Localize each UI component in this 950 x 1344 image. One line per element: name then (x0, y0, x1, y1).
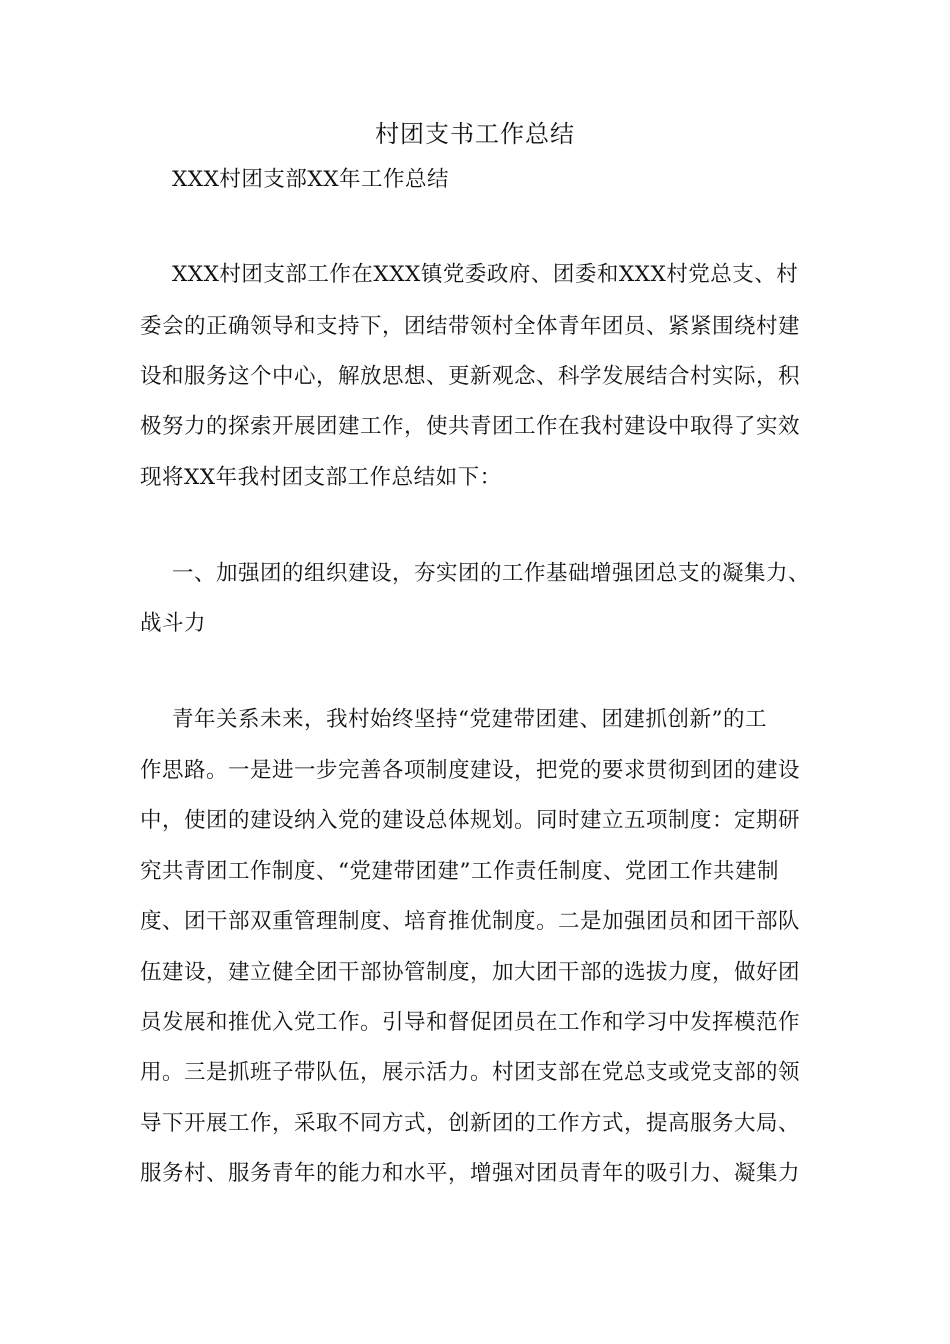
paragraph-line: 现将XX年我村团支部工作总结如下： (140, 465, 502, 490)
paragraph-line: 中，使团的建设纳入党的建设总体规划。同时建立五项制度：定期研 (140, 808, 801, 833)
paragraph-line: 导下开展工作，采取不同方式，创新团的工作方式，提高服务大局、 (140, 1111, 801, 1136)
document-title: 村团支书工作总结 (375, 120, 575, 148)
paragraph-line: 设和服务这个中心，解放思想、更新观念、科学发展结合村实际，积 (140, 364, 801, 389)
paragraph-line: 极努力的探索开展团建工作，使共青团工作在我村建设中取得了实效 (140, 414, 801, 439)
paragraph-line: 青年关系未来，我村始终坚持“党建带团建、团建抓创新”的工 (172, 707, 767, 732)
heading-line: 战斗力 (140, 611, 207, 636)
paragraph-line: 作思路。一是进一步完善各项制度建设，把党的要求贯彻到团的建设 (140, 758, 801, 783)
paragraph-line: 究共青团工作制度、“党建带团建”工作责任制度、党团工作共建制 (140, 859, 779, 884)
paragraph-line: 员发展和推优入党工作。引导和督促团员在工作和学习中发挥模范作 (140, 1010, 801, 1035)
paragraph-line: 服务村、服务青年的能力和水平，增强对团员青年的吸引力、凝集力 (140, 1161, 801, 1186)
document-subtitle: XXX村团支部XX年工作总结 (172, 167, 450, 192)
heading-line: 一、加强团的组织建设，夯实团的工作基础增强团总支的凝集力、 (172, 561, 811, 586)
paragraph-line: 用。三是抓班子带队伍，展示活力。村团支部在党总支或党支部的领 (140, 1060, 801, 1085)
paragraph-line: XXX村团支部工作在XXX镇党委政府、团委和XXX村党总支、村 (172, 262, 799, 287)
paragraph-line: 伍建设，建立健全团干部协管制度，加大团干部的选拔力度，做好团 (140, 960, 801, 985)
paragraph-line: 度、团干部双重管理制度、培育推优制度。二是加强团员和团干部队 (140, 909, 801, 934)
paragraph-line: 委会的正确领导和支持下，团结带领村全体青年团员、紧紧围绕村建 (140, 314, 801, 339)
